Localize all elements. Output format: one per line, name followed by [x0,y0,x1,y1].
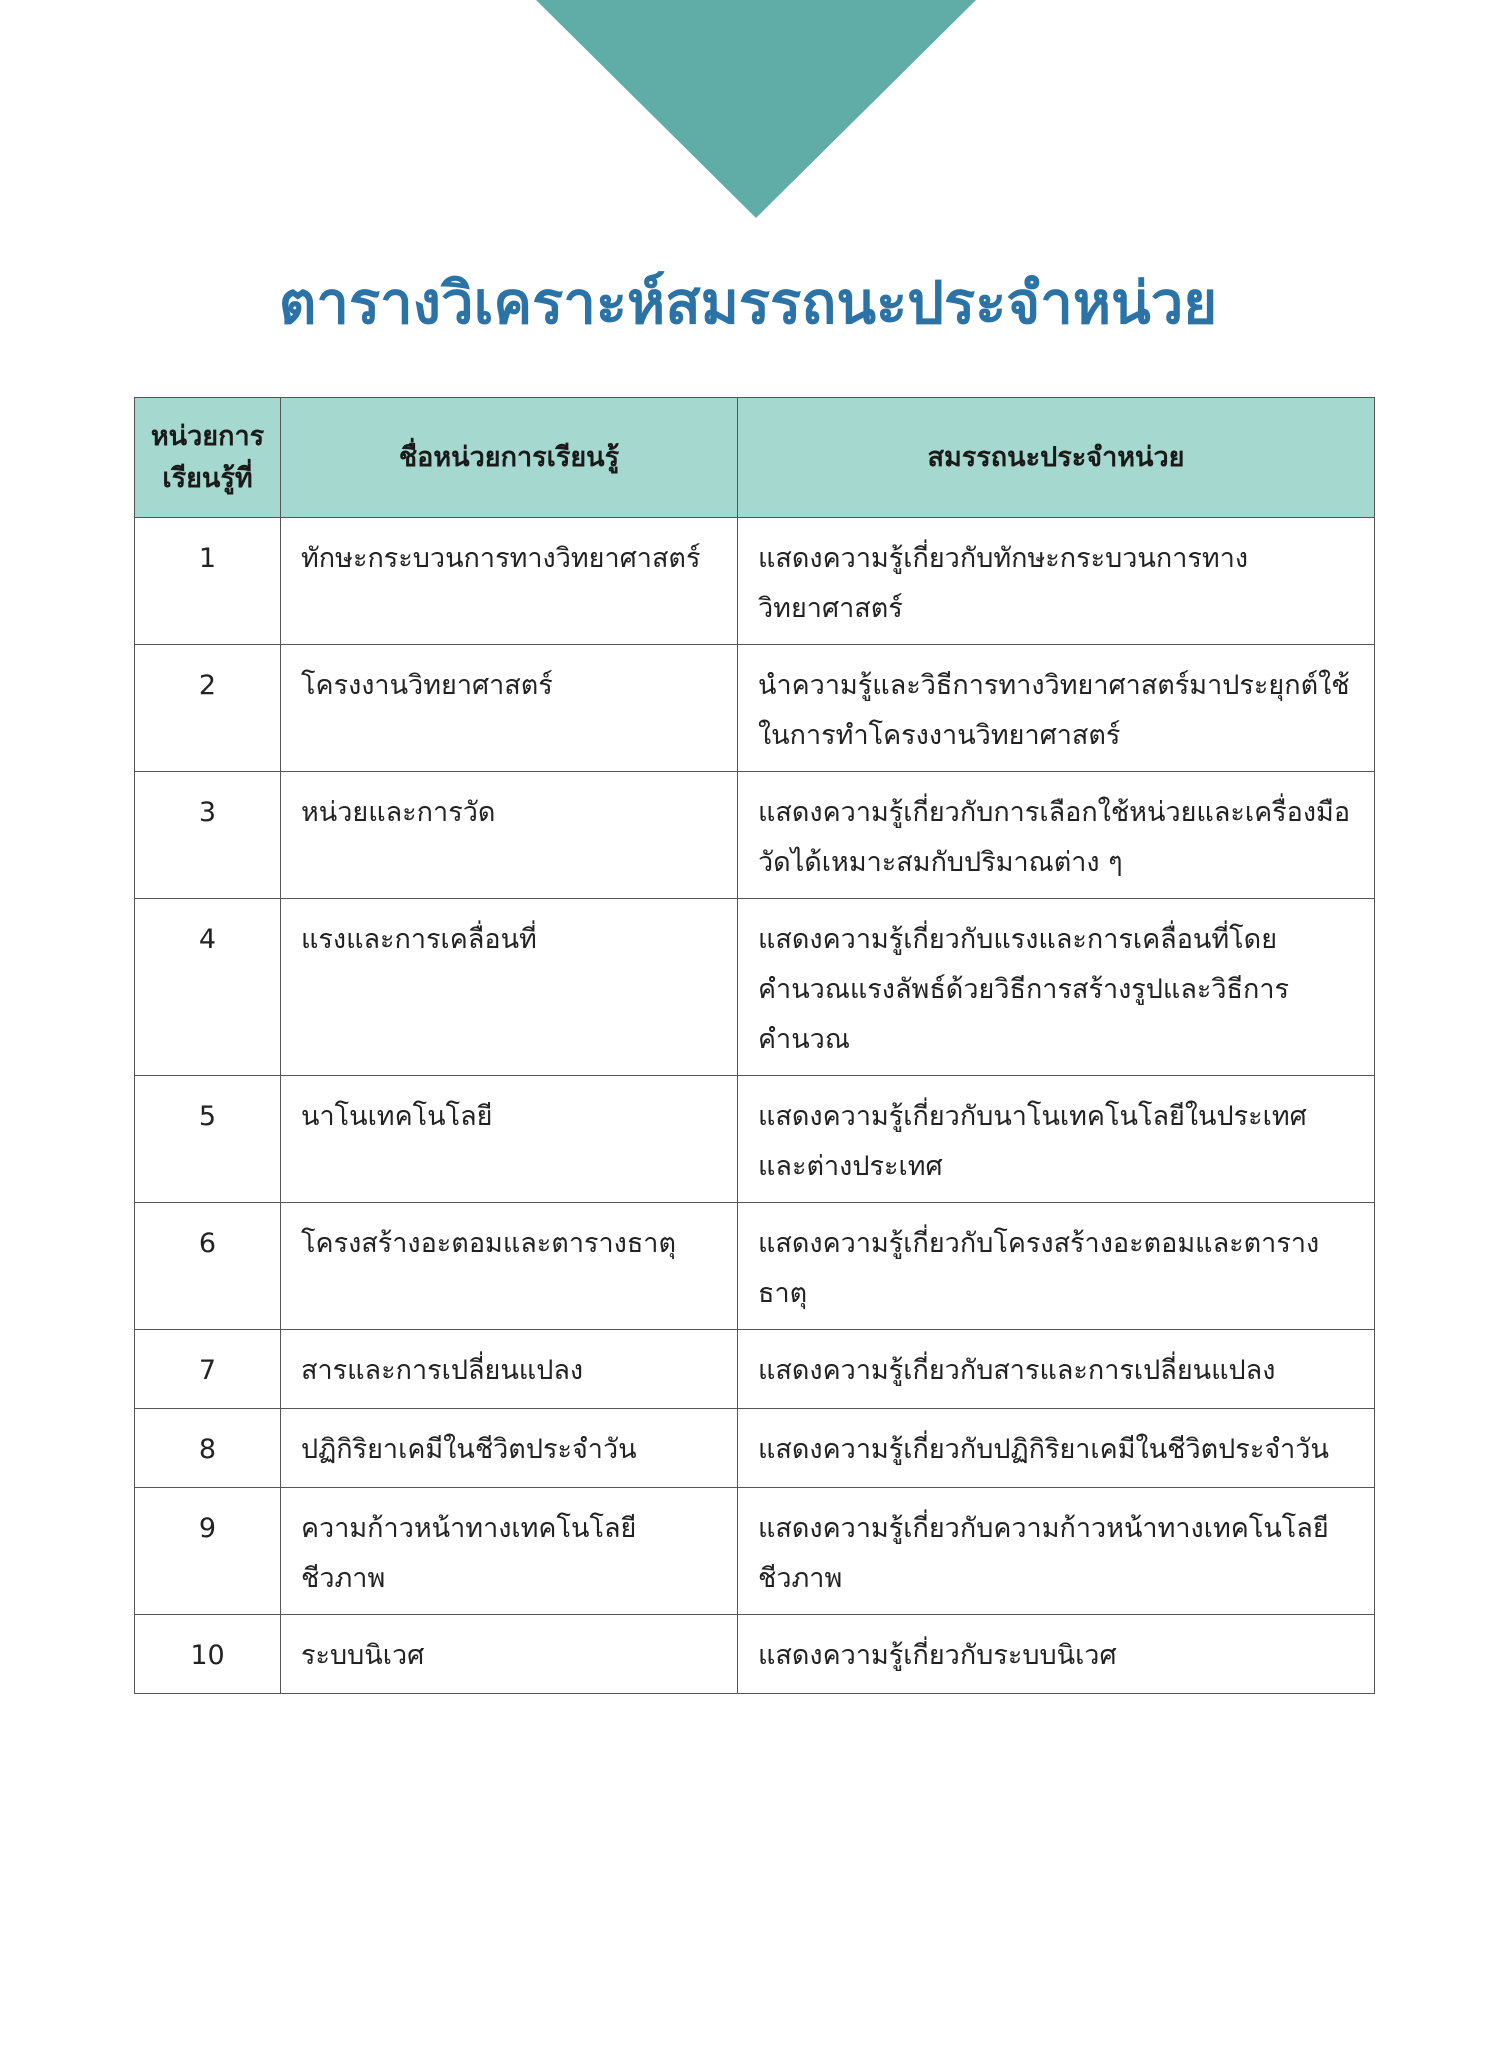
unit-number: 3 [135,772,281,899]
unit-number: 10 [135,1615,281,1694]
unit-name: ปฏิกิริยาเคมีในชีวิตประจำวัน [281,1409,738,1488]
unit-number: 4 [135,899,281,1076]
unit-name: สารและการเปลี่ยนแปลง [281,1330,738,1409]
unit-number: 7 [135,1330,281,1409]
table-row [135,899,1375,1076]
unit-number: 5 [135,1076,281,1203]
unit-name: โครงสร้างอะตอมและตารางธาตุ [281,1203,738,1330]
unit-competency: แสดงความรู้เกี่ยวกับทักษะกระบวนการทางวิทยาศาสตร์ [738,518,1375,645]
table-row [135,1203,1375,1330]
table-row [135,1488,1375,1615]
unit-competency: แสดงความรู้เกี่ยวกับปฏิกิริยาเคมีในชีวิตประจำวัน [738,1409,1375,1488]
table-row [135,1330,1375,1409]
unit-competency: แสดงความรู้เกี่ยวกับนาโนเทคโนโลยีในประเทศและต่างประเทศ [738,1076,1375,1203]
unit-name: นาโนเทคโนโลยี [281,1076,738,1203]
header-unit-number: หน่วยการเรียนรู้ที่ [135,398,281,518]
header-unit-name: ชื่อหน่วยการเรียนรู้ [281,398,738,518]
table-row [135,772,1375,899]
table-row [135,518,1375,645]
decorative-triangle [536,0,976,218]
unit-competency: แสดงความรู้เกี่ยวกับการเลือกใช้หน่วยและเครื่องมือวัดได้เหมาะสมกับปริมาณต่าง ๆ [738,772,1375,899]
unit-name: ทักษะกระบวนการทางวิทยาศาสตร์ [281,518,738,645]
unit-competency: แสดงความรู้เกี่ยวกับความก้าวหน้าทางเทคโนโลยีชีวภาพ [738,1488,1375,1615]
unit-competency: แสดงความรู้เกี่ยวกับแรงและการเคลื่อนที่โดยคำนวณแรงลัพธ์ด้วยวิธีการสร้างรูปและวิธีการคำนวณ [738,899,1375,1076]
unit-competency: แสดงความรู้เกี่ยวกับสารและการเปลี่ยนแปลง [738,1330,1375,1409]
unit-name: ระบบนิเวศ [281,1615,738,1694]
unit-competency: แสดงความรู้เกี่ยวกับโครงสร้างอะตอมและตารางธาตุ [738,1203,1375,1330]
unit-competency: นำความรู้และวิธีการทางวิทยาศาสตร์มาประยุกต์ใช้ในการทำโครงงานวิทยาศาสตร์ [738,645,1375,772]
unit-name: แรงและการเคลื่อนที่ [281,899,738,1076]
unit-number: 2 [135,645,281,772]
table-row [135,1076,1375,1203]
unit-name: โครงงานวิทยาศาสตร์ [281,645,738,772]
page-title: ตารางวิเคราะห์สมรรถนะประจำหน่วย [278,269,1218,337]
competency-table [134,397,1375,1694]
table-row [135,1409,1375,1488]
table-row [135,1615,1375,1694]
header-competency: สมรรถนะประจำหน่วย [738,398,1375,518]
unit-competency: แสดงความรู้เกี่ยวกับระบบนิเวศ [738,1615,1375,1694]
unit-number: 9 [135,1488,281,1615]
unit-number: 6 [135,1203,281,1330]
unit-name: หน่วยและการวัด [281,772,738,899]
table-header-row [135,398,1375,518]
unit-number: 8 [135,1409,281,1488]
unit-number: 1 [135,518,281,645]
table-row [135,645,1375,772]
unit-name: ความก้าวหน้าทางเทคโนโลยีชีวภาพ [281,1488,738,1615]
